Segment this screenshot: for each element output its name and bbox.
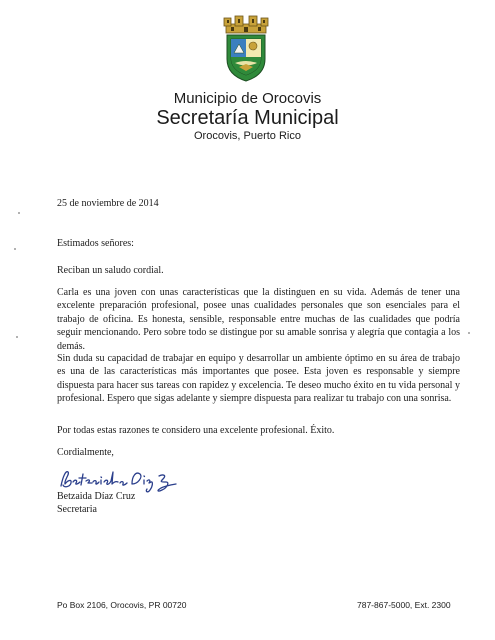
paragraph-1: Carla es una joven con unas características que la distinguen en su vida. Además de tener una excelente preparación profesional, posee unas cualidades personales que son esenciales para el trabajo de oficina. Es honesta, sensible, responsable entre muchas de las cualidades que podría seguir mencionando. Pero sobre todo se distingue por su amable sonrisa y alegría que contagia a los demás. xyxy=(57,287,460,352)
signer-title: Secretaria xyxy=(57,504,97,515)
office-name: Secretaría Municipal xyxy=(156,107,339,129)
paragraph-3: Por todas estas razones te considero una excelente profesional. Éxito. xyxy=(57,425,335,436)
scan-speck xyxy=(14,248,16,250)
municipality-name: Municipio de Orocovis xyxy=(173,90,322,107)
letter-greeting: Estimados señores: xyxy=(57,238,134,249)
footer-address: Po Box 2106, Orocovis, PR 00720 xyxy=(57,600,187,610)
paragraph-2: Sin duda su capacidad de trabajar en equipo y desarrollar un ambiente óptimo en su área de trabajo es una de las características más importantes que posee. Esta joven es responsable y siempre dispuesta para hacer sus tareas con rapidez y excelencia. Te deseo mucho éxito en tu vida personal y profesional. Espero que sigas adelante y siempre dispuesta para realizar tu trabajo con una sonrisa. xyxy=(57,353,460,405)
crown-icon xyxy=(224,16,268,33)
scan-speck xyxy=(16,336,18,338)
shield-icon xyxy=(227,35,265,81)
signer-name: Betzaida Díaz Cruz xyxy=(57,491,136,502)
scan-speck xyxy=(468,332,470,334)
letter-date: 25 de noviembre de 2014 xyxy=(57,198,159,209)
footer-phone: 787-867-5000, Ext. 2300 xyxy=(357,600,451,610)
letter-salutation: Reciban un saludo cordial. xyxy=(57,265,164,276)
coat-of-arms-icon xyxy=(219,15,273,83)
letter-closing: Cordialmente, xyxy=(57,447,114,458)
office-location: Orocovis, Puerto Rico xyxy=(194,130,301,142)
scan-speck xyxy=(18,212,20,214)
